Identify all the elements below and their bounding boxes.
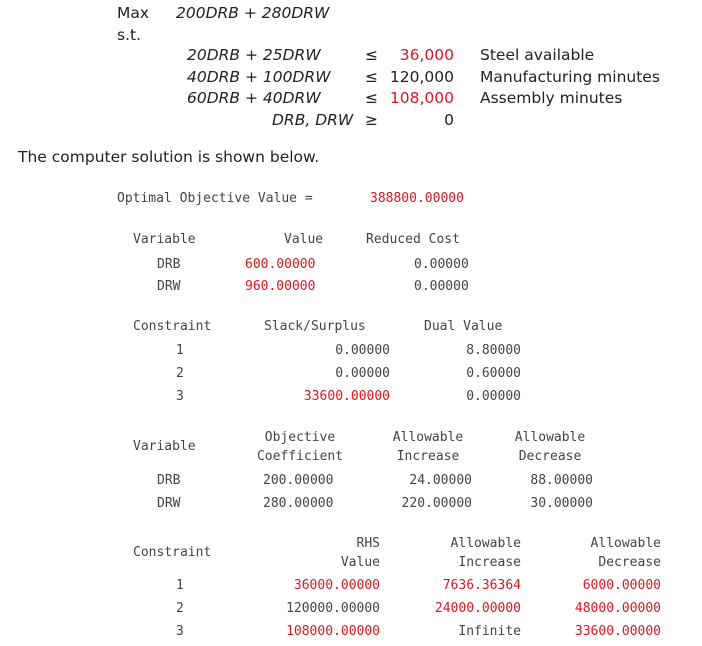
max-label: Max (117, 4, 150, 22)
cell: 33600.00000 (303, 389, 390, 404)
col-header: Slack/Surplus (264, 319, 366, 334)
cell: 600.00000 (245, 257, 316, 272)
cell: DRW (157, 496, 181, 511)
cell: 8.80000 (466, 343, 521, 358)
constraint-3-op: ≤ (365, 89, 378, 107)
cell: 960.00000 (245, 279, 316, 294)
col-header: Allowable (590, 536, 661, 551)
cell: 24000.00000 (434, 601, 521, 616)
st-label: s.t. (117, 26, 142, 44)
col-header: Value (284, 232, 324, 247)
cell: DRB (157, 257, 181, 272)
cell: 48000.00000 (574, 601, 661, 616)
constraint-2-op: ≤ (365, 68, 378, 86)
col-header: Decrease (598, 555, 661, 570)
col-header: Reduced Cost (366, 232, 460, 247)
cell: 24.00000 (409, 473, 472, 488)
cell: 3 (176, 624, 184, 639)
col-header: Objective (264, 430, 336, 445)
nonneg-lhs: DRB, DRW (272, 111, 354, 129)
cell: 30.00000 (530, 496, 593, 511)
constraint-2-rhs: 120,000 (389, 68, 454, 86)
col-header: Value (340, 555, 380, 570)
cell: 0.00000 (335, 366, 390, 381)
constraint-1-lhs: 20DRB + 25DRW (187, 46, 321, 64)
cell: 0.00000 (466, 389, 521, 404)
opt-value: 388800.00000 (370, 191, 464, 206)
cell: 2 (176, 601, 184, 616)
constraint-1-desc: Steel available (480, 46, 595, 64)
col-header: Dual Value (424, 319, 503, 334)
constraint-3-lhs: 60DRB + 40DRW (187, 89, 321, 107)
col-header: Allowable (450, 536, 521, 551)
col-header: Coefficient (256, 449, 344, 464)
cell: 120000.00000 (286, 601, 380, 616)
cell: 0.60000 (466, 366, 521, 381)
constraint-1-op: ≤ (365, 46, 378, 64)
col-header: Increase (458, 555, 521, 570)
cell: 36000.00000 (293, 578, 380, 593)
col-header: Decrease (518, 449, 582, 464)
cell: Infinite (458, 624, 521, 639)
cell: 108000.00000 (286, 624, 380, 639)
nonneg-rhs: 0 (444, 111, 454, 129)
constraint-2-lhs: 40DRB + 100DRW (187, 68, 331, 86)
col-header: Increase (396, 449, 460, 464)
col-header: RHS (356, 536, 380, 551)
cell: 220.00000 (401, 496, 472, 511)
constraint-2-desc: Manufacturing minutes (480, 68, 660, 86)
cell: 0.00000 (414, 279, 469, 294)
cell: 0.00000 (335, 343, 390, 358)
constraint-3-rhs: 108,000 (389, 89, 454, 107)
cell: 7636.36364 (442, 578, 521, 593)
col-header: Constraint (133, 319, 212, 334)
cell: 3 (176, 389, 184, 404)
cell: 280.00000 (263, 496, 334, 511)
nonneg-op: ≥ (365, 111, 378, 129)
col-header: Allowable (392, 430, 464, 445)
cell: 1 (176, 343, 184, 358)
col-header: Constraint (133, 545, 212, 560)
opt-label: Optimal Objective Value = (117, 191, 313, 206)
objective-function: 200DRB + 280DRW (176, 4, 330, 22)
cell: 0.00000 (414, 257, 469, 272)
col-header: Variable (133, 439, 196, 454)
cell: 6000.00000 (582, 578, 661, 593)
cell: DRW (157, 279, 181, 294)
col-header: Allowable (514, 430, 586, 445)
cell: 1 (176, 578, 184, 593)
cell: 33600.00000 (574, 624, 661, 639)
intro-text: The computer solution is shown below. (18, 148, 320, 166)
cell: 200.00000 (263, 473, 334, 488)
cell: DRB (157, 473, 181, 488)
constraint-1-rhs: 36,000 (399, 46, 454, 64)
constraint-3-desc: Assembly minutes (480, 89, 623, 107)
cell: 88.00000 (530, 473, 593, 488)
col-header: Variable (133, 232, 196, 247)
cell: 2 (176, 366, 184, 381)
